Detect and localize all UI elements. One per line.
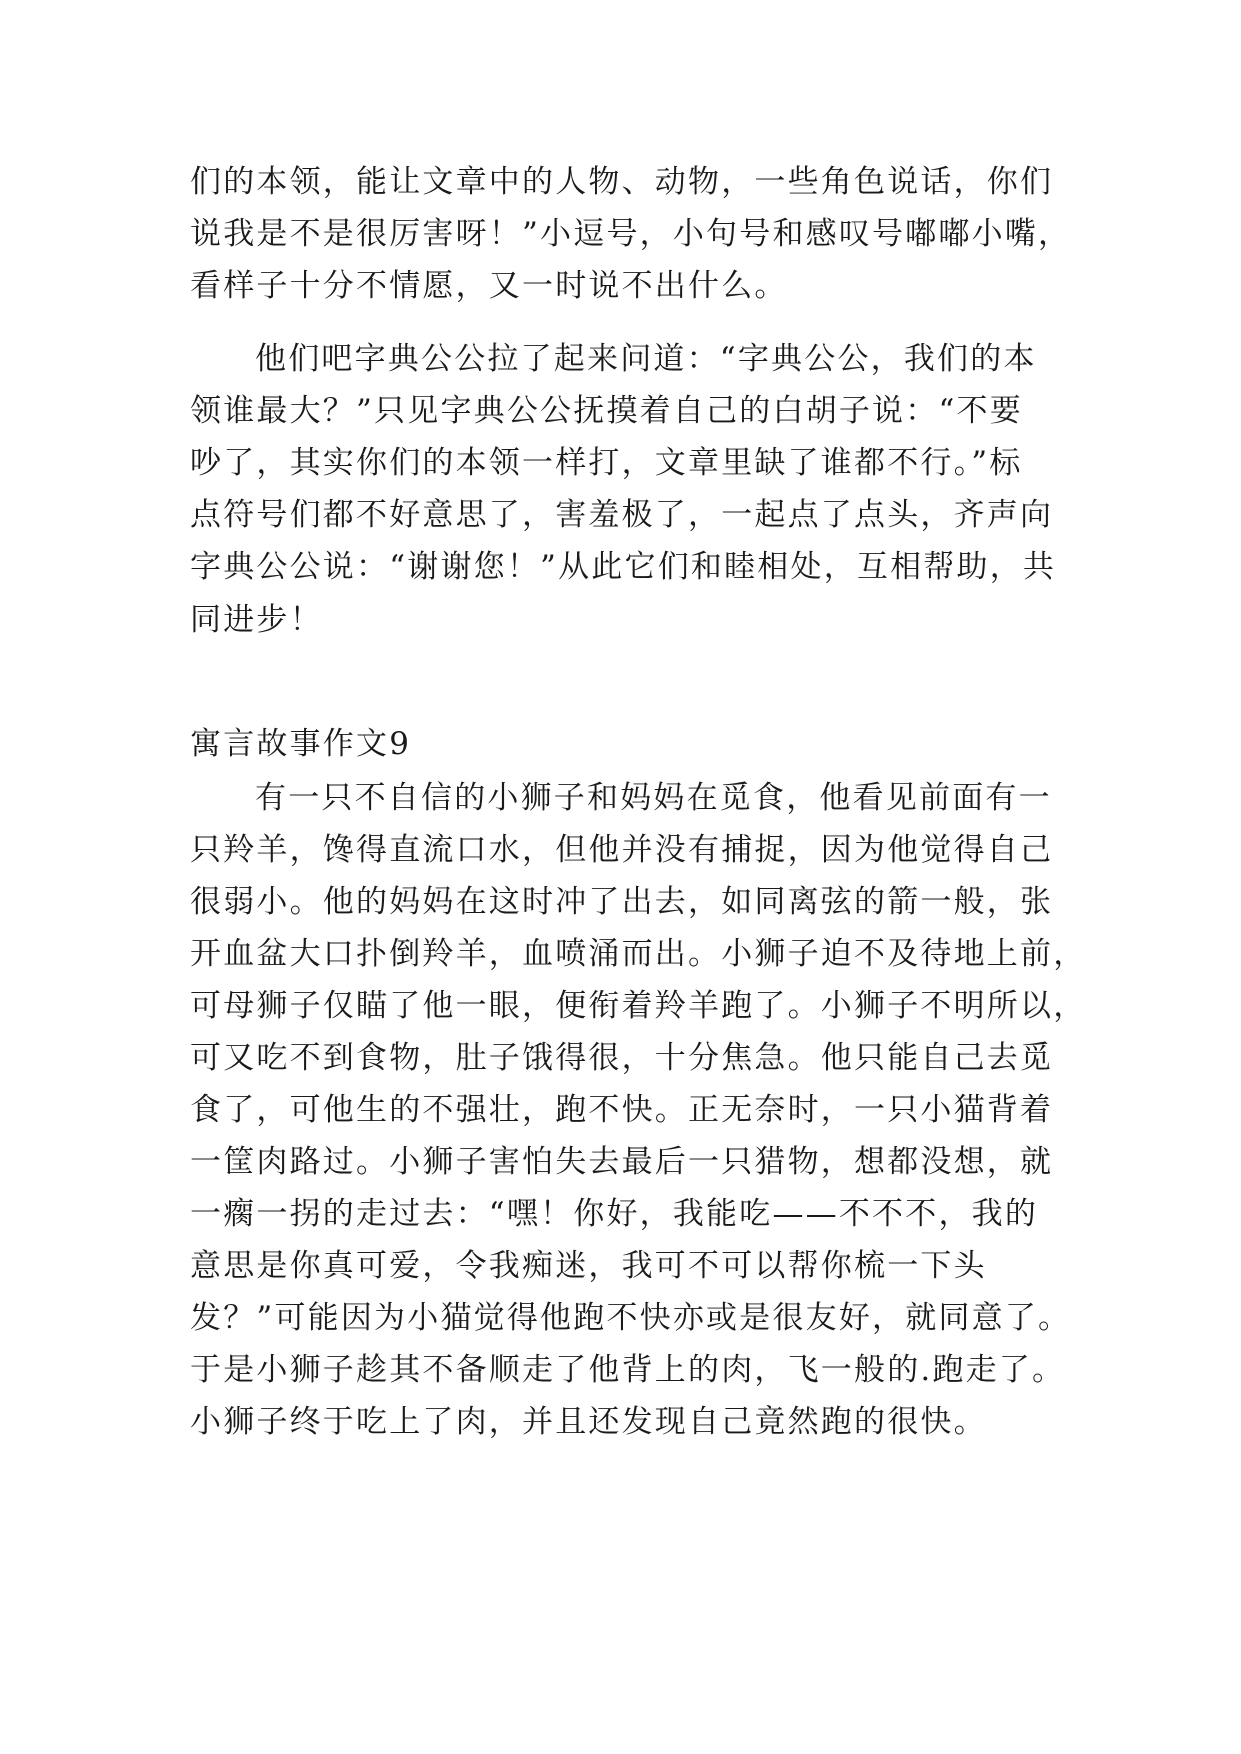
text-line: 只羚羊，馋得直流口水，但他并没有捕捉，因为他觉得自己 [190,832,1054,868]
text-line: 有一只不自信的小狮子和妈妈在觅食，他看见前面有一 [255,780,1052,816]
text-line: 一筐肉路过。小狮子害怕失去最后一只猎物，想都没想，就 [190,1144,1054,1180]
text-line: 吵了，其实你们的本领一样打，文章里缺了谁都不行。”标 [190,445,1023,481]
text-line: 很弱小。他的妈妈在这时冲了出去，如同离弦的箭一般，张 [190,884,1054,920]
text-line: 意思是你真可爱，令我痴迷，我可不可以帮你梳一下头 [190,1248,987,1284]
text-line: 说我是不是很厉害呀！”小逗号，小句号和感叹号嘟嘟小嘴， [190,216,1072,252]
text-line: 可母狮子仅瞄了他一眼，便衔着羚羊跑了。小狮子不明所以， [190,988,1087,1024]
text-line: 字典公公说：“谢谢您！”从此它们和睦相处，互相帮助，共 [190,549,1057,585]
text-line: 食了，可他生的不强壮，跑不快。正无奈时，一只小猫背着 [190,1092,1054,1128]
text-line: 于是小狮子趁其不备顺走了他背上的肉，飞一般的.跑走了。 [190,1352,1066,1388]
text-line: 点符号们都不好意思了，害羞极了，一起点了点头，齐声向 [190,497,1054,533]
text-line: 看样子十分不情愿，又一时说不出什么。 [190,268,788,304]
section-heading: 寓言故事作文9 [190,726,412,762]
text-line: 一瘸一拐的走过去：“嘿！你好，我能吃——不不不，我的 [190,1196,1039,1232]
text-line: 小狮子终于吃上了肉，并且还发现自己竟然跑的很快。 [190,1404,987,1440]
text-line: 发？”可能因为小猫觉得他跑不快亦或是很友好，就同意了。 [190,1300,1072,1336]
text-line: 们的本领，能让文章中的人物、动物，一些角色说话，你们 [190,164,1054,200]
text-line: 他们吧字典公公拉了起来问道：“字典公公，我们的本 [255,341,1037,377]
text-line: 可又吃不到食物，肚子饿得很，十分焦急。他只能自己去觅 [190,1040,1054,1076]
text-line: 同进步！ [190,602,323,638]
text-line: 领谁最大？”只见字典公公抚摸着自己的白胡子说：“不要 [190,393,1023,429]
text-line: 开血盆大口扑倒羚羊，血喷涌而出。小狮子迫不及待地上前， [190,936,1087,972]
